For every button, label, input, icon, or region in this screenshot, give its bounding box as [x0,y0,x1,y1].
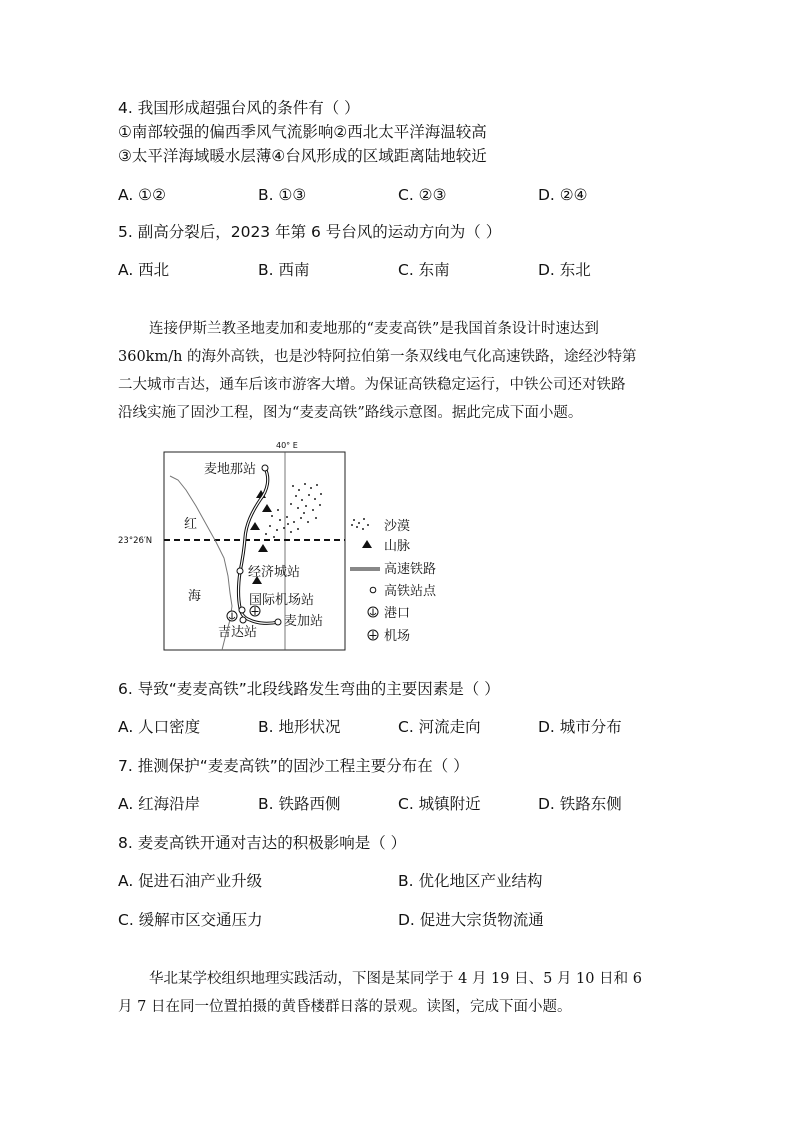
label-jeddah: 吉达站 [218,625,258,640]
q7-option-a[interactable]: A. 红海沿岸 [118,795,201,813]
coastline [170,476,232,650]
q6-option-c[interactable]: C. 河流走向 [398,718,481,736]
legend-station-label: 高铁站点 [384,584,437,599]
legend-airport-icon [368,630,378,640]
meridian-label: 40° E [276,441,298,450]
q6-stem: 6. 导致“麦麦高铁”北段线路发生弯曲的主要因素是（ ） [118,680,500,698]
legend-airport-label: 机场 [384,629,411,644]
station-airport [239,607,245,613]
station-econ-city [237,568,243,574]
q4-option-b[interactable]: B. ①③ [258,186,307,204]
label-econ-city: 经济城站 [248,565,301,580]
station-mecca [275,619,281,625]
map-legend [350,518,437,644]
q7-stem: 7. 推测保护“麦麦高铁”的固沙工程主要分布在（ ） [118,757,469,775]
legend-desert-icon [351,518,369,530]
q8-option-d[interactable]: D. 促进大宗货物流通 [398,911,544,929]
legend-railway-label: 高速铁路 [384,562,437,577]
q5-option-b[interactable]: B. 西南 [258,261,310,279]
label-airport: 国际机场站 [249,593,315,608]
q8-option-a[interactable]: A. 促进石油产业升级 [118,872,263,890]
sea-label-2: 海 [188,589,202,604]
passage-railway-line-4: 沿线实施了固沙工程，图为“麦麦高铁”路线示意图。据此完成下面小题。 [118,405,583,421]
q4-option-d[interactable]: D. ②④ [538,186,588,204]
q5-option-a[interactable]: A. 西北 [118,261,170,279]
q6-option-a[interactable]: A. 人口密度 [118,718,201,736]
railway-route-map [118,438,458,653]
q7-option-d[interactable]: D. 铁路东侧 [538,795,622,813]
q7-option-b[interactable]: B. 铁路西侧 [258,795,341,813]
q5-option-c[interactable]: C. 东南 [398,261,450,279]
legend-desert-label: 沙漠 [384,519,411,534]
q6-option-d[interactable]: D. 城市分布 [538,718,622,736]
legend-mountain-label: 山脉 [384,539,411,554]
q4-option-a[interactable]: A. ①② [118,186,166,204]
legend-mountain-icon [362,540,372,548]
sea-label-1: 红 [184,517,198,532]
passage-railway-line-1: 连接伊斯兰教圣地麦加和麦地那的“麦麦高铁”是我国首条设计时速达到 [149,321,599,337]
q4-option-c[interactable]: C. ②③ [398,186,447,204]
q4-stem: 4. 我国形成超强台风的条件有（ ） [118,99,360,117]
tropic-label: 23°26′N [118,536,153,546]
passage-railway-line-2: 360km/h 的海外高铁，也是沙特阿拉伯第一条双线电气化高速铁路，途经沙特第 [118,349,637,365]
label-medina: 麦地那站 [204,462,257,477]
q8-stem: 8. 麦麦高铁开通对吉达的积极影响是（ ） [118,834,407,852]
q4-statement-1: ①南部较强的偏西季风气流影响②西北太平洋海温较高 [118,123,487,141]
q8-option-c[interactable]: C. 缓解市区交通压力 [118,911,263,929]
legend-port-icon [368,607,378,617]
station-medina [262,465,268,471]
legend-station-icon [370,587,376,593]
port-icon [227,611,237,621]
legend-port-label: 港口 [384,606,411,621]
station-jeddah [240,617,246,623]
passage-railway-line-3: 二大城市吉达，通车后该市游客大增。为保证高铁稳定运行，中铁公司还对铁路 [118,377,626,393]
passage-sunset-line-2: 月 7 日在同一位置拍摄的黄昏楼群日落的景观。读图，完成下面小题。 [118,999,572,1015]
passage-railway [118,315,678,427]
passage-sunset-line-1: 华北某学校组织地理实践活动，下图是某同学于 4 月 19 日、5 月 10 日和 6 [149,971,642,987]
desert-area [265,483,322,538]
q6-option-b[interactable]: B. 地形状况 [258,718,341,736]
q8-option-b[interactable]: B. 优化地区产业结构 [398,872,543,890]
q5-option-d[interactable]: D. 东北 [538,261,591,279]
q4-statement-2: ③太平洋海域暖水层薄④台风形成的区域距离陆地较近 [118,147,487,165]
q7-option-c[interactable]: C. 城镇附近 [398,795,481,813]
q5-stem: 5. 副高分裂后，2023 年第 6 号台风的运动方向为（ ） [118,223,502,241]
label-mecca: 麦加站 [284,614,324,629]
passage-sunset [118,965,678,1021]
